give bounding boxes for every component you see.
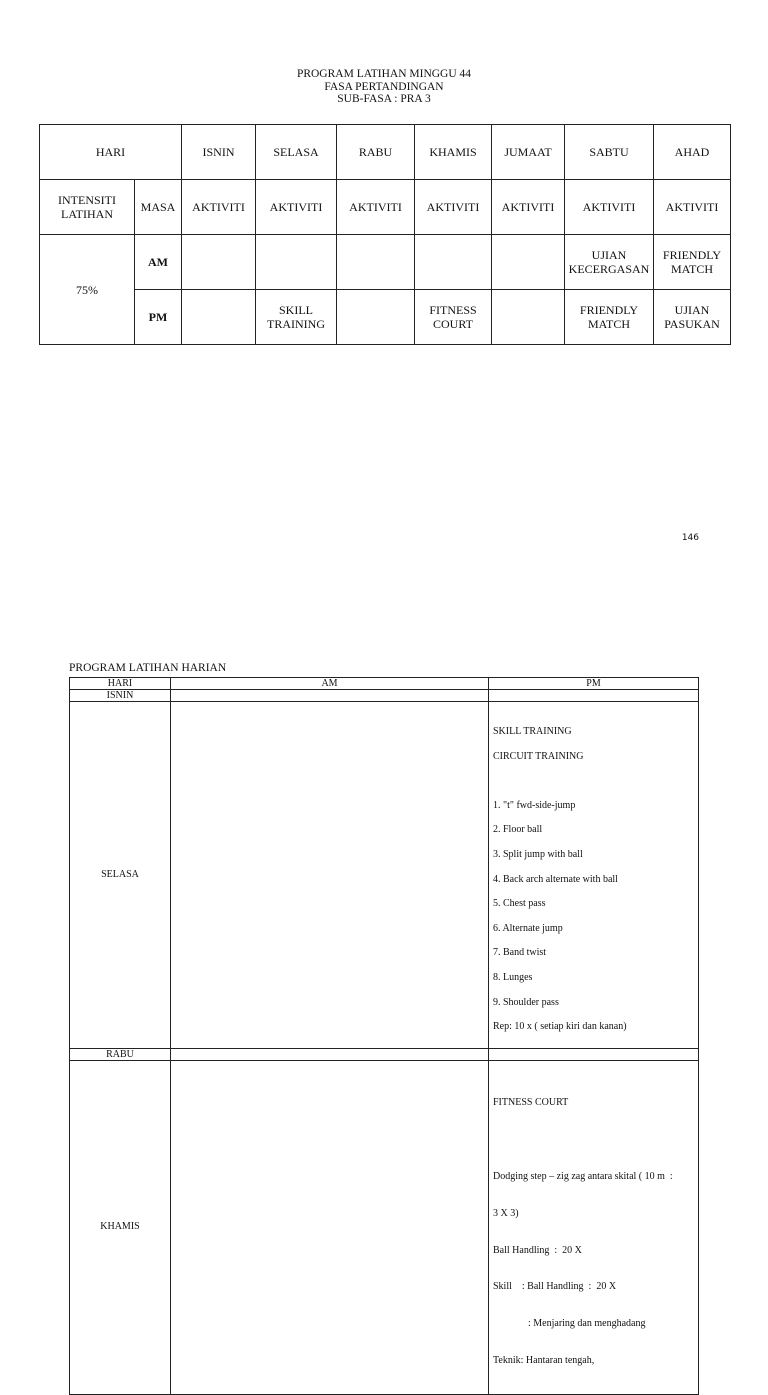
aktiviti-header: AKTIVITI xyxy=(182,180,256,235)
am-cell xyxy=(492,235,565,290)
list-item: 7. Band twist xyxy=(493,947,547,959)
list-item: 1. "t" fwd-side-jump xyxy=(493,799,576,811)
table-row xyxy=(70,1060,699,1394)
pm-cell xyxy=(182,290,256,345)
daily-program-title: PROGRAM LATIHAN HARIAN xyxy=(69,662,227,674)
am-cell xyxy=(182,235,256,290)
heading-line-3: SUB-FASA : PRA 3 xyxy=(337,93,431,105)
intensity-value: 75% xyxy=(40,235,135,345)
table-row xyxy=(70,702,699,1049)
intensiti-header: INTENSITI LATIHAN xyxy=(40,180,135,235)
pm-cell: FITNESS COURT xyxy=(415,290,492,345)
daily-header-row xyxy=(70,678,699,690)
list-item: Dodging step – zig zag antara skital ( 10 m : xyxy=(493,1170,673,1182)
day-header: ISNIN xyxy=(182,125,256,180)
aktiviti-header: AKTIVITI xyxy=(256,180,337,235)
list-item: 3 X 3) xyxy=(493,1207,519,1219)
weekly-program-table xyxy=(39,124,731,345)
col-am: AM xyxy=(171,678,489,690)
aktiviti-header: AKTIVITI xyxy=(337,180,415,235)
am-cell xyxy=(171,690,489,702)
hari-header: HARI xyxy=(40,125,182,180)
days-header-row xyxy=(40,125,731,180)
list-item: 4. Back arch alternate with ball xyxy=(493,873,618,885)
aktiviti-header: AKTIVITI xyxy=(565,180,654,235)
day-header: SABTU xyxy=(565,125,654,180)
list-item: Rep: 10 x ( setiap kiri dan kanan) xyxy=(493,1021,627,1033)
table-row xyxy=(70,690,699,702)
pm-cell xyxy=(489,690,699,702)
selasa-pm-content xyxy=(489,702,698,1048)
pm-cell: UJIAN PASUKAN xyxy=(654,290,731,345)
day-header: KHAMIS xyxy=(415,125,492,180)
aktiviti-header: AKTIVITI xyxy=(654,180,731,235)
khamis-pm-content xyxy=(489,1061,698,1394)
aktiviti-header: AKTIVITI xyxy=(492,180,565,235)
day-header: JUMAAT xyxy=(492,125,565,180)
heading-line-2: FASA PERTANDINGAN xyxy=(324,80,444,93)
list-item: 6. Alternate jump xyxy=(493,922,563,934)
page-number: 146 xyxy=(681,533,699,543)
am-cell xyxy=(171,1048,489,1060)
pm-title: CIRCUIT TRAINING xyxy=(493,750,584,762)
am-cell xyxy=(171,702,489,1049)
pm-cell xyxy=(489,1048,699,1060)
aktiviti-header: AKTIVITI xyxy=(415,180,492,235)
list-item: 2. Floor ball xyxy=(493,824,543,836)
heading-line-1: PROGRAM LATIHAN MINGGU 44 xyxy=(296,68,472,80)
pm-cell: SKILL TRAINING xyxy=(256,290,337,345)
list-item: 3. Split jump with ball xyxy=(493,848,583,860)
pm-title: SKILL TRAINING xyxy=(493,726,572,738)
pm-title: FITNESS COURT xyxy=(493,1097,569,1109)
day-rabu: RABU xyxy=(70,1048,171,1060)
day-khamis: KHAMIS xyxy=(70,1060,171,1394)
am-cell xyxy=(171,1060,489,1394)
pm-row xyxy=(40,290,731,345)
pm-cell xyxy=(489,702,699,1049)
day-isnin: ISNIN xyxy=(70,690,171,702)
activity-header-row xyxy=(40,180,731,235)
list-item: : Menjaring dan menghadang xyxy=(493,1318,646,1330)
am-label: AM xyxy=(135,235,182,290)
list-item: Teknik: Hantaran tengah, xyxy=(493,1355,595,1367)
col-pm: PM xyxy=(489,678,699,690)
pm-cell: FRIENDLY MATCH xyxy=(565,290,654,345)
list-item: 5. Chest pass xyxy=(493,898,546,910)
list-item: 8. Lunges xyxy=(493,971,533,983)
am-row xyxy=(40,235,731,290)
am-cell: FRIENDLY MATCH xyxy=(654,235,731,290)
day-header: RABU xyxy=(337,125,415,180)
day-selasa: SELASA xyxy=(70,702,171,1049)
weekly-heading xyxy=(0,68,768,106)
list-item: 9. Shoulder pass xyxy=(493,996,559,1008)
list-item: Ball Handling : 20 X xyxy=(493,1244,582,1256)
pm-label: PM xyxy=(135,290,182,345)
am-cell: UJIAN KECERGASAN xyxy=(565,235,654,290)
list-item: Skill : Ball Handling : 20 X xyxy=(493,1281,617,1293)
day-header: SELASA xyxy=(256,125,337,180)
pm-cell xyxy=(489,1060,699,1394)
am-cell xyxy=(337,235,415,290)
col-hari: HARI xyxy=(70,678,171,690)
am-cell xyxy=(415,235,492,290)
day-header: AHAD xyxy=(654,125,731,180)
masa-header: MASA xyxy=(135,180,182,235)
daily-program-table xyxy=(69,677,699,1395)
am-cell xyxy=(256,235,337,290)
pm-cell xyxy=(492,290,565,345)
table-row xyxy=(70,1048,699,1060)
pm-cell xyxy=(337,290,415,345)
